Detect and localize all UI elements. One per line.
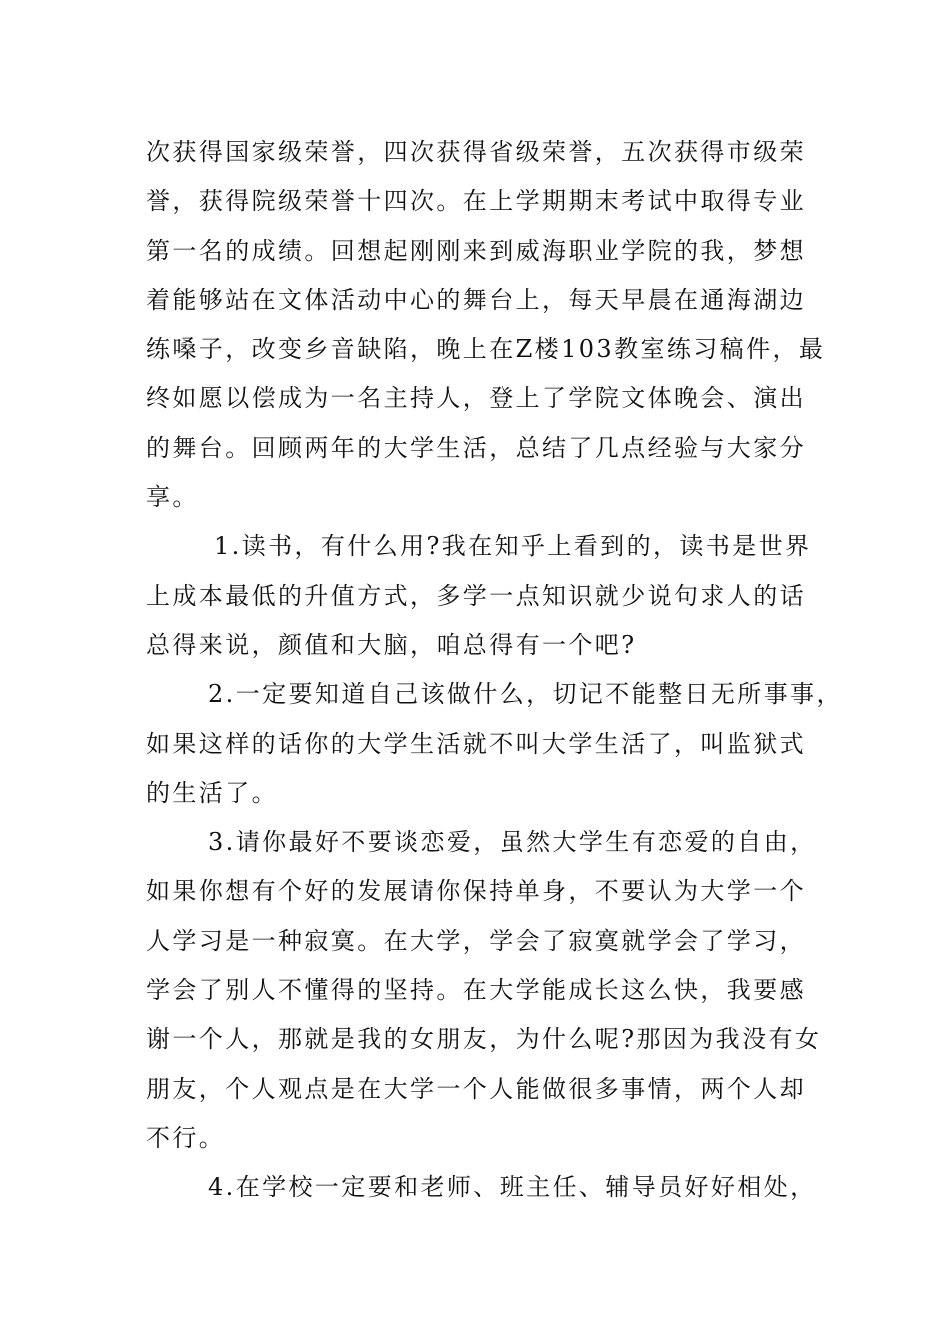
text-line: 人学习是一种寂寞。在大学，学会了寂寞就学会了学习， xyxy=(146,926,806,955)
text-line: 享。 xyxy=(146,483,199,512)
list-item-1-first-line: 1.读书，有什么用?我在知乎上看到的，读书是世界 xyxy=(214,532,812,561)
list-item-3-first-line: 3.请你最好不要谈恋爱，虽然大学生有恋爱的自由， xyxy=(208,828,817,857)
text-line: 誉，获得院级荣誉十四次。在上学期期末考试中取得专业 xyxy=(146,187,806,216)
text-line: 终如愿以偿成为一名主持人，登上了学院文体晚会、演出 xyxy=(146,384,806,413)
text-line: 的舞台。回顾两年的大学生活，总结了几点经验与大家分 xyxy=(146,433,806,462)
text-line: 的生活了。 xyxy=(146,778,278,807)
text-line: 如果你想有个好的发展请你保持单身，不要认为大学一个 xyxy=(146,877,806,906)
text-line: 谢一个人，那就是我的女朋友，为什么呢?那因为我没有女 xyxy=(146,1025,822,1054)
text-line: 不行。 xyxy=(146,1123,226,1152)
text-line: 如果这样的话你的大学生活就不叫大学生活了，叫监狱式 xyxy=(146,729,806,758)
text-line: 总得来说，颜值和大脑，咱总得有一个吧? xyxy=(146,630,637,659)
text-line: 学会了别人不懂得的坚持。在大学能成长这么快，我要感 xyxy=(146,976,806,1005)
text-line: 朋友，个人观点是在大学一个人能做很多事情，两个人却 xyxy=(146,1074,806,1103)
text-line: 着能够站在文体活动中心的舞台上，每天早晨在通海湖边 xyxy=(146,285,806,314)
text-line: 次获得国家级荣誉，四次获得省级荣誉，五次获得市级荣 xyxy=(146,138,806,166)
list-item-2-first-line: 2.一定要知道自己该做什么，切记不能整日无所事事， xyxy=(208,680,843,709)
text-line: 第一名的成绩。回想起刚刚来到威海职业学院的我，梦想 xyxy=(146,236,806,265)
list-item-4-first-line: 4.在学校一定要和老师、班主任、辅导员好好相处， xyxy=(208,1173,817,1202)
body-text xyxy=(146,128,843,1213)
text-line: 练嗓子，改变乡音缺陷，晚上在Z楼103教室练习稿件，最 xyxy=(146,335,826,364)
text-line: 上成本最低的升值方式，多学一点知识就少说句求人的话 xyxy=(146,581,806,610)
